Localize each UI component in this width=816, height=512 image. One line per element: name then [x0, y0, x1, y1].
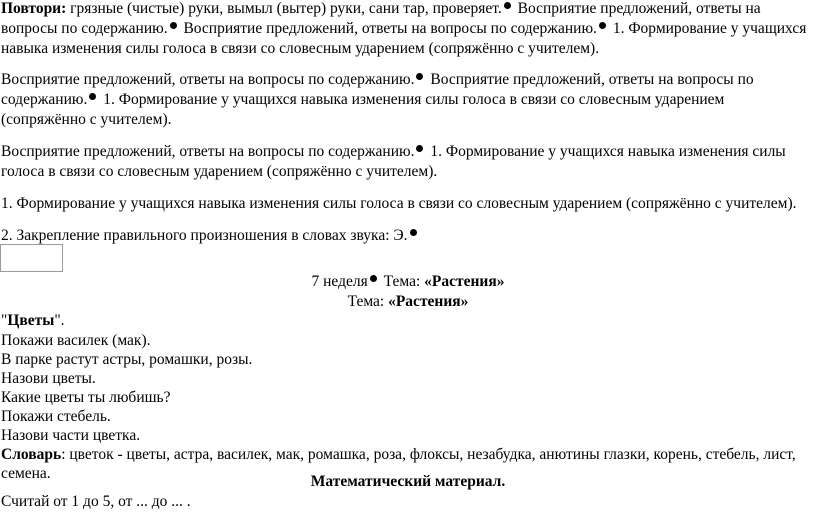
dictionary-line2: семена. — [1, 465, 51, 482]
para5-line: 2. Закрепление правильного произношения в словах звука: Э. — [1, 226, 420, 246]
bullet-icon — [410, 229, 417, 236]
empty-box — [0, 244, 63, 272]
para1-line3: навыка изменения силы голоса в связи со словесным ударением (сопряжённо с учителем). — [1, 40, 600, 57]
bullet-icon — [599, 22, 606, 29]
math-line: Считай от 1 до 5, от ... до ... . — [1, 493, 191, 510]
para2-line1: Восприятие предложений, ответы на вопросы по содержанию. Восприятие предложений, ответы на вопросы по — [1, 71, 754, 88]
bullet-icon — [170, 22, 177, 29]
flowers-line-2: В парке растут астры, ромашки, розы. — [1, 351, 253, 368]
bullet-icon — [89, 93, 96, 100]
dictionary-line1: Словарь: цветок - цветы, астра, василек, мак, ромашка, роза, флоксы, незабудка, анютины глазки, корень, стебель, лист, — [1, 446, 796, 463]
flowers-line-5: Покажи стебель. — [1, 408, 111, 425]
flowers-line-6: Назови части цветка. — [1, 427, 141, 444]
para2-line2: содержанию. 1. Формирование у учащихся навыка изменения силы голоса в связи со словесным ударением — [1, 91, 725, 108]
para1-line2: вопросы по содержанию. Восприятие предложений, ответы на вопросы по содержанию. 1. Формирование у учащихся — [1, 20, 807, 37]
para2-line3: (сопряжённо с учителем). — [1, 111, 172, 128]
para3-line1: Восприятие предложений, ответы на вопросы по содержанию. 1. Формирование у учащихся навыка изменения силы — [1, 143, 786, 160]
math-title: Математический материал. — [310, 473, 506, 490]
para4-line: 1. Формирование у учащихся навыка изменения силы голоса в связи со словесным ударением (сопряжённо с учителем). — [1, 195, 797, 212]
bullet-icon — [370, 275, 377, 282]
week-heading-line1: 7 неделя Тема: «Растения» — [311, 273, 505, 290]
bullet-icon — [416, 73, 423, 80]
bullet-icon — [504, 2, 511, 9]
flowers-line-3: Назови цветы. — [1, 370, 96, 387]
dictionary-label: Словарь — [1, 446, 62, 463]
flowers-title: "Цветы". — [1, 312, 65, 329]
flowers-line-1: Покажи василек (мак). — [1, 332, 151, 349]
week-heading-line2: Тема: «Растения» — [347, 293, 469, 310]
para1-line1: Повтори: грязные (чистые) руки, вымыл (вытер) руки, сани тар, проверяет. Восприятие предложений, ответы на — [1, 0, 761, 17]
bullet-icon — [416, 145, 423, 152]
para3-line2: голоса в связи со словесным ударением (сопряжённо с учителем). — [1, 163, 438, 180]
flowers-line-4: Какие цветы ты любишь? — [1, 389, 171, 406]
repeat-heading: Повтори: — [1, 0, 67, 17]
